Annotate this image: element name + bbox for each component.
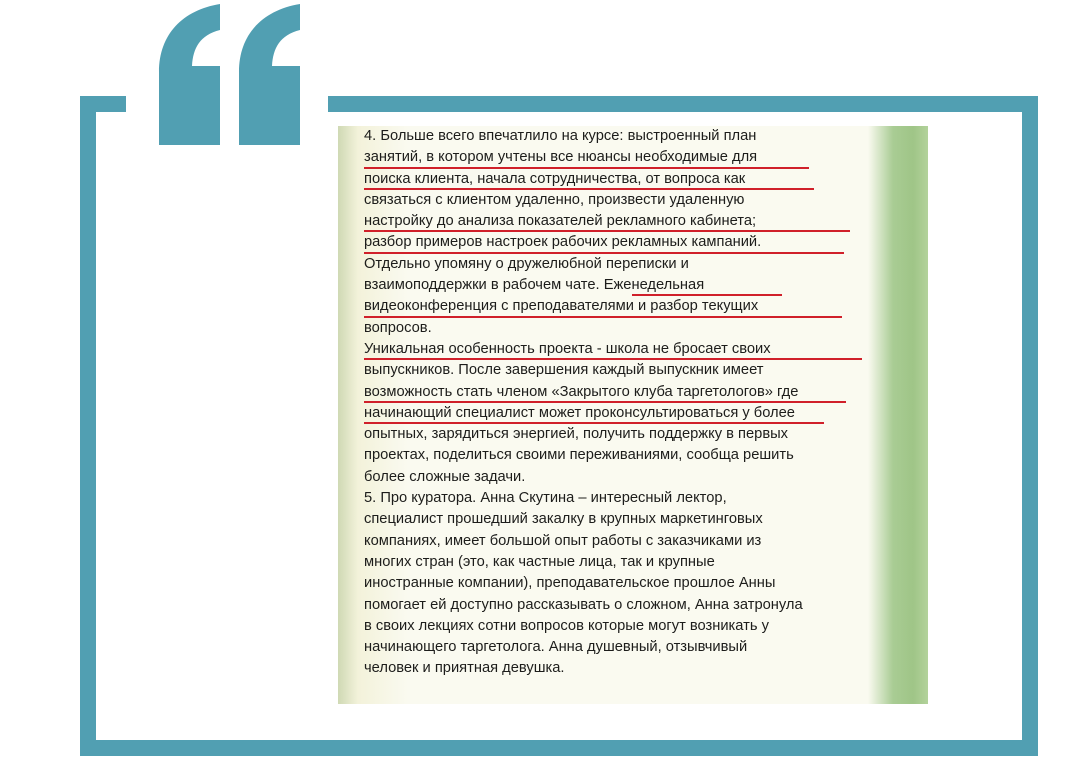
review-line: проектах, поделиться своими переживаниями, сообща решить (364, 447, 794, 464)
review-line: помогает ей доступно рассказывать о сложном, Анна затронула (364, 596, 803, 613)
review-line: в своих лекциях сотни вопросов которые могут возникать у (364, 617, 769, 634)
review-line: специалист прошедший закалку в крупных маркетинговых (364, 511, 763, 528)
review-line: Отдельно упомяну о дружелюбной переписки и (364, 255, 689, 272)
review-line: взаимоподдержки в рабочем чате. Еженедельная (364, 275, 889, 296)
review-line: компаниях, имеет большой опыт работы с заказчиками из (364, 532, 762, 549)
review-line: выпускников. После завершения каждый выпускник имеет (364, 362, 764, 379)
review-line: более сложные задачи. (364, 468, 526, 485)
review-line: иностранные компании), преподавательское прошлое Анны (364, 575, 776, 592)
review-line: настройку до анализа показателей рекламного кабинета; (364, 211, 889, 232)
review-line: связаться с клиентом удаленно, произвести удаленную (364, 191, 745, 208)
underline (364, 252, 844, 254)
review-line: 5. Про куратора. Анна Скутина – интересный лектор, (364, 490, 727, 507)
review-line: возможность стать членом «Закрытого клуба таргетологов» где (364, 382, 889, 403)
review-line: начинающего таргетолога. Анна душевный, отзывчивый (364, 639, 748, 656)
review-line: многих стран (это, как частные лица, так и крупные (364, 553, 715, 570)
underline (364, 316, 842, 318)
review-line: видеоконференция с преподавателями и разбор текущих (364, 296, 889, 317)
open-quote-icon (145, 0, 315, 145)
review-line: человек и приятная девушка. (364, 660, 565, 677)
review-screenshot (338, 126, 928, 704)
review-line: 4. Больше всего впечатлило на курсе: выстроенный план (364, 128, 757, 144)
review-line: разбор примеров настроек рабочих рекламных кампаний. (364, 232, 889, 253)
underline (364, 188, 814, 190)
review-line: начинающий специалист может проконсультироваться у более (364, 403, 889, 424)
review-line: вопросов. (364, 319, 432, 336)
review-line: Уникальная особенность проекта - школа не бросает своих (364, 339, 889, 360)
review-line: поиска клиента, начала сотрудничества, от вопроса как (364, 169, 889, 190)
review-text (364, 126, 889, 680)
underline (364, 358, 862, 360)
underline (364, 422, 824, 424)
review-line: опытных, зарядиться энергией, получить поддержку в первых (364, 426, 789, 443)
review-line: занятий, в котором учтены все нюансы необходимые для (364, 147, 889, 168)
